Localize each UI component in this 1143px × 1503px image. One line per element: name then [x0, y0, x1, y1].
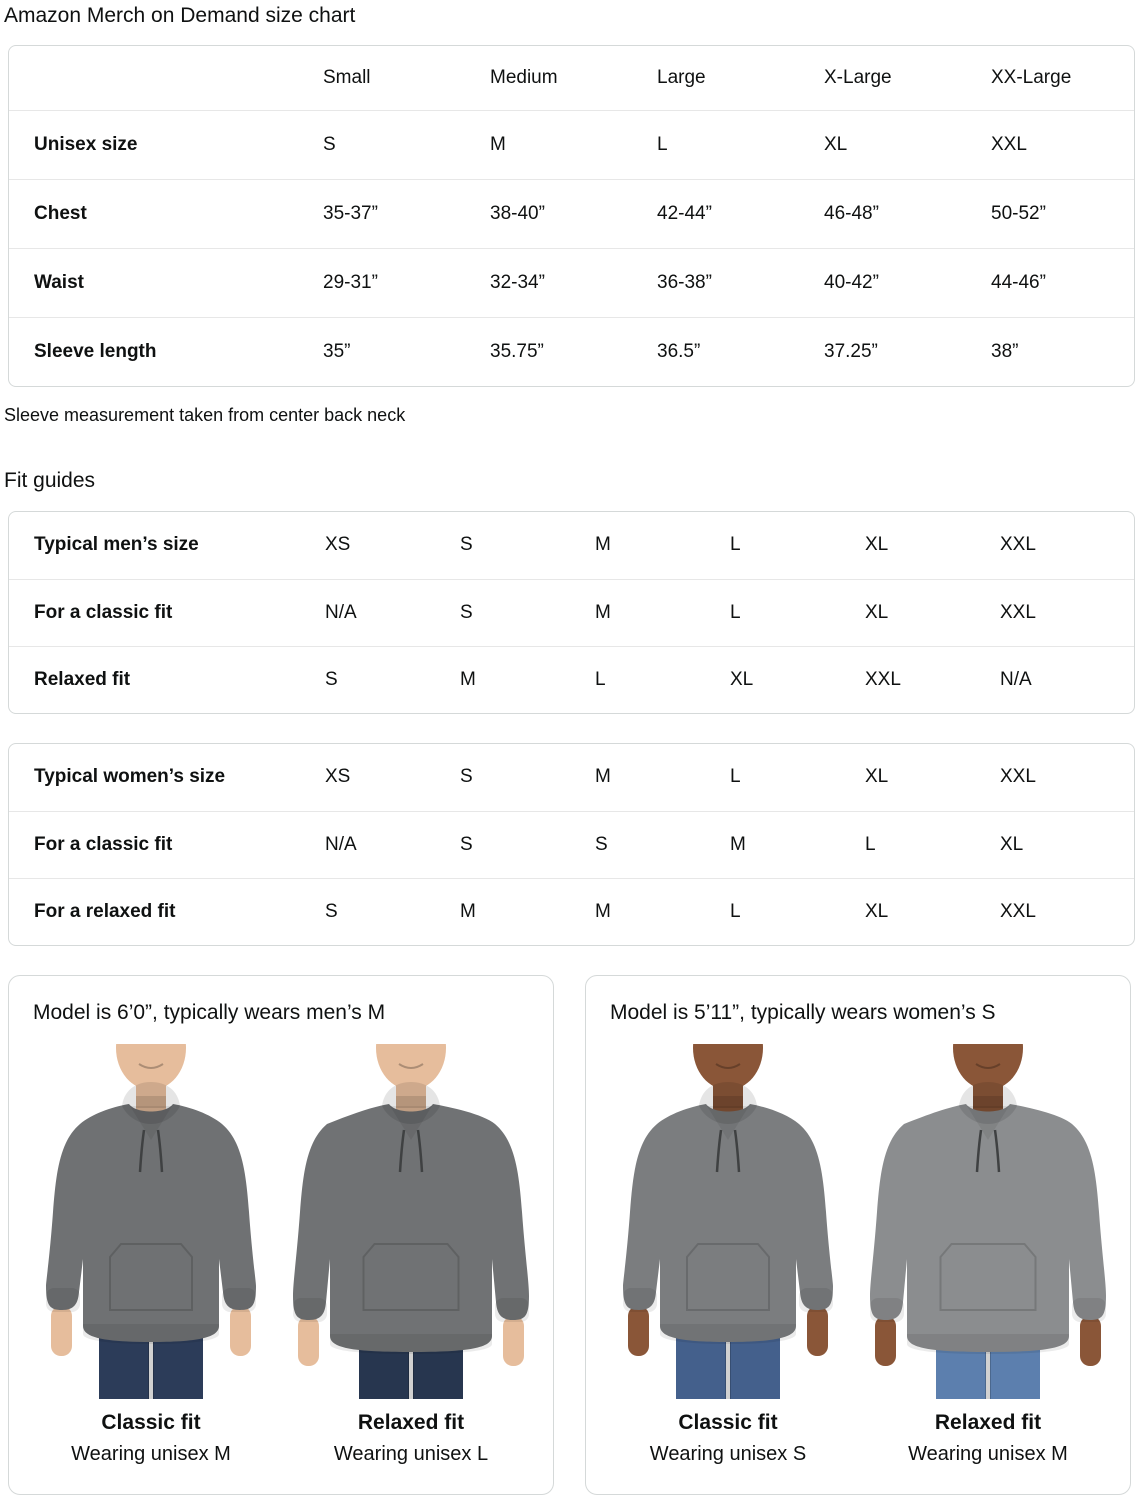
row-label: Waist [9, 248, 323, 317]
table-cell: M [730, 811, 865, 878]
table-cell: 44-46” [991, 248, 1135, 317]
table-cell: XXL [1000, 878, 1135, 945]
table-cell: 40-42” [824, 248, 991, 317]
mens-fit-guide-card [8, 511, 1135, 714]
row-label: Typical women’s size [34, 766, 226, 788]
figure-subcaption: Wearing unisex M [908, 1443, 1068, 1465]
table-cell: 46-48” [824, 179, 991, 248]
column-header: X-Large [824, 66, 892, 88]
table-cell: XXL [1000, 579, 1135, 646]
row-label: Sleeve length [9, 317, 323, 386]
table-cell: N/A [325, 811, 460, 878]
table-cell: XXL [865, 646, 1000, 713]
model-photo-womens-classic [603, 1044, 853, 1399]
table-cell: XXL [991, 110, 1135, 179]
table-cell: XXL [1000, 766, 1036, 788]
womens-fit-guide-table [9, 744, 1135, 945]
table-cell: XL [1000, 811, 1135, 878]
row-label: Typical men’s size [34, 534, 199, 556]
table-row [9, 110, 1135, 179]
fit-guides-heading: Fit guides [4, 469, 96, 492]
table-cell: 42-44” [657, 179, 824, 248]
row-label: Relaxed fit [9, 646, 325, 713]
table-row [9, 248, 1135, 317]
womens-model-heading: Model is 5’11”, typically wears women’s S [610, 1001, 996, 1024]
table-cell: S [595, 811, 730, 878]
model-photo-mens-classic [26, 1044, 276, 1399]
table-cell: 50-52” [991, 179, 1135, 248]
mens-model-card [8, 975, 554, 1495]
table-cell: XL [730, 646, 865, 713]
table-cell: S [325, 646, 460, 713]
table-cell: S [323, 110, 490, 179]
mens-fit-guide-table [9, 512, 1135, 713]
table-cell: S [325, 878, 460, 945]
table-cell: 38-40” [490, 179, 657, 248]
row-label: Chest [9, 179, 323, 248]
figure-subcaption: Wearing unisex S [649, 1443, 807, 1465]
figure-caption: Classic fit [678, 1411, 778, 1434]
figure-subcaption: Wearing unisex M [71, 1443, 231, 1465]
table-row [9, 811, 1135, 878]
page-title: Amazon Merch on Demand size chart [4, 4, 356, 27]
table-cell: S [460, 579, 595, 646]
table-cell: 35.75” [490, 317, 657, 386]
figure-relaxed-fit [863, 1044, 1113, 1466]
mens-figures-row [33, 1044, 529, 1466]
table-row [9, 179, 1135, 248]
column-header: XX-Large [991, 66, 1072, 88]
mens-model-heading: Model is 6’0”, typically wears men’s M [33, 1001, 386, 1024]
table-cell: S [460, 766, 473, 788]
size-chart-table-card [8, 45, 1135, 387]
table-cell: L [730, 766, 741, 788]
table-cell: M [460, 878, 595, 945]
table-cell: M [595, 766, 611, 788]
table-cell: 37.25” [824, 317, 991, 386]
model-cards-row [8, 975, 1143, 1495]
table-cell: 32-34” [490, 248, 657, 317]
table-cell: 35-37” [323, 179, 490, 248]
table-cell: XL [865, 534, 889, 556]
figure-classic-fit [26, 1044, 276, 1466]
table-cell: 29-31” [323, 248, 490, 317]
table-cell: L [730, 579, 865, 646]
table-row [9, 317, 1135, 386]
womens-figures-row [610, 1044, 1106, 1466]
table-cell: M [490, 110, 657, 179]
table-row [9, 579, 1135, 646]
column-header: Small [323, 66, 371, 88]
table-cell: L [595, 646, 730, 713]
figure-relaxed-fit [286, 1044, 536, 1466]
table-cell: XXL [1000, 534, 1036, 556]
model-photo-womens-relaxed [863, 1044, 1113, 1399]
table-cell: S [460, 811, 595, 878]
table-cell: M [595, 878, 730, 945]
table-cell: XL [824, 110, 991, 179]
row-label: For a classic fit [9, 579, 325, 646]
sleeve-measurement-note: Sleeve measurement taken from center back neck [4, 405, 406, 425]
size-chart-table [9, 46, 1135, 386]
table-cell: S [460, 534, 473, 556]
row-label: For a classic fit [9, 811, 325, 878]
figure-caption: Relaxed fit [934, 1411, 1042, 1434]
table-cell: XS [325, 534, 351, 556]
figure-subcaption: Wearing unisex L [333, 1443, 489, 1465]
table-row [9, 512, 1135, 579]
figure-classic-fit [603, 1044, 853, 1466]
table-row [9, 744, 1135, 811]
table-cell: L [730, 534, 741, 556]
table-cell: XL [865, 766, 889, 788]
table-cell: L [730, 878, 865, 945]
figure-caption: Relaxed fit [357, 1411, 465, 1434]
table-cell: N/A [1000, 646, 1135, 713]
column-header: Large [657, 66, 706, 88]
womens-fit-guide-card [8, 743, 1135, 946]
model-photo-mens-relaxed [286, 1044, 536, 1399]
table-cell: 36-38” [657, 248, 824, 317]
table-cell: 38” [991, 317, 1135, 386]
figure-caption: Classic fit [101, 1411, 201, 1434]
table-cell: L [657, 110, 824, 179]
table-cell: XS [325, 766, 351, 788]
row-label: For a relaxed fit [9, 878, 325, 945]
table-cell: XL [865, 878, 1000, 945]
table-cell: N/A [325, 579, 460, 646]
size-table-corner-cell [9, 46, 323, 110]
table-cell: 35” [323, 317, 490, 386]
table-row [9, 878, 1135, 945]
table-cell: L [865, 811, 1000, 878]
size-table-header-row [9, 46, 1135, 110]
table-cell: M [460, 646, 595, 713]
table-cell: M [595, 579, 730, 646]
table-cell: XL [865, 579, 1000, 646]
womens-model-card [585, 975, 1131, 1495]
table-row [9, 646, 1135, 713]
table-cell: 36.5” [657, 317, 824, 386]
column-header: Medium [490, 66, 558, 88]
table-cell: M [595, 534, 611, 556]
row-label: Unisex size [9, 110, 323, 179]
